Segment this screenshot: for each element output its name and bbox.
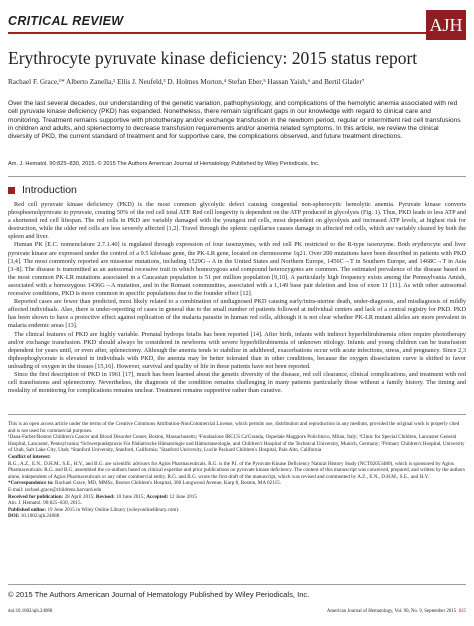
article-citation: Am. J. Hematol. 90:825–830, 2015. © 2015 The Authors American Journal of Hematology Published by Wiley Periodicals, Inc.: [8, 161, 320, 167]
correspondence-label: *Correspondence to:: [8, 480, 54, 487]
open-access-note: This is an open access article under the terms of the Creative Commons Attribution-NonCommercial License, which permits use, distribution and reproduction in any medium, provided the original work is properly cited and is not used for commercial purposes.: [8, 421, 460, 434]
journal-logo: AJH: [426, 10, 466, 40]
body-text: [8, 201, 466, 395]
published-label: Published online:: [8, 506, 47, 513]
section-label: CRITICAL REVIEW: [8, 14, 124, 28]
publication-dates: [8, 494, 466, 501]
footer-journal: [327, 609, 466, 614]
body-paragraph: The clinical features of PKD are highly variable. Prenatal hydrops fetalis has been reported [14]. After birth, infants with indirect hyperbilirubinemia often require phototherapy and/or exchange transfusion. PKD should always be considered in newborns with severe hyperbilirubinemia of unknown etiology. Infants and young children can be transfusion dependent for years until, or even after, splenectomy. Although the anemia tends to stabilize in adulthood, exacerbations occur with acute infections, stress, and pregnancy. Since 2,3 diphosphoglycerate is elevated in individuals with PKD, the anemia may be better tolerated than in other conditions, because the oxygen dissociation curve is shifted to favor unloading of oxygen in the tissues [15,16]. However, survival and quality of life in these patients have not been reported.: [8, 330, 466, 370]
copyright-notice: © 2015 The Authors American Journal of Hematology Published by Wiley Periodicals, Inc.: [8, 590, 310, 599]
article-title: Erythrocyte pyruvate kinase deficiency: 2015 status report: [8, 48, 418, 68]
footnotes: [8, 421, 466, 520]
conflict-text: R.G., A.Z., E.N., D.H.M., S.E., H.Y., and B.G. are scientific advisors for Agios Pharmaceuticals. R.G. is the P.I. of the Pyruvate Kinase Deficiency Natural History Study (NCT02053480), which is sponsored by Agios Pharmaceuticals. R.G. and B.G. assembled the co-authors based on clinical expertise and prior publications on pyruvate kinase deficiency. The content of this manuscript was conceived, prepared, and written by the authors alone, independent of Agios Pharmaceuticals or any other commercial entity. R.G. and B.G. wrote the first draft of the manuscript, which was revised and commented by A.Z., E.N., D.H.M., S.E., and H.Y.: [8, 460, 465, 480]
section-square-icon: [8, 187, 15, 194]
body-paragraph: Red cell pyruvate kinase deficiency (PKD) is the most common glycolytic defect causing congenital non-spherocytic hemolytic anemia. Pyruvate kinase converts phosphoenolpyruvate to pyruvate, creating 50% of the red cell total ATP. Red cell longevity is dependent on the ATP produced in glycolysis (Fig. 1). Thus, PKD leads to less ATP and a shortened red cell lifespan. The red cells in PKD are variably damaged with the youngest red cells, most dependent on glycolysis and increased ATP levels, at highest risk for destruction, while the older red cells are less severely affected [1,2]. Travel through the splenic capillaries causes damage to affected red cells, which are variably cleared by both the spleen and liver.: [8, 201, 466, 241]
footer-journal-issue: American Journal of Hematology, Vol. 90, No. 9, September 2015: [326, 609, 457, 614]
accepted-date: 12 June 2015: [169, 493, 197, 500]
correspondence-text: Rachael Grace, MD, MMSc, Boston Children's Hospital, 300 Longwood Avenue, Karp 8, Boston, MA 02115.: [55, 480, 281, 487]
footer-doi: doi:10.1002/ajh.24088: [8, 609, 53, 614]
received-label: Received for publication:: [8, 493, 64, 500]
body-paragraph: Human PK [E.C. nomenclature 2.7.1.40] is regulated through expression of four isoenzymes, with red cell PK restricted to the R-type isoenzyme. Both erythrocyte and liver pyruvate kinase are expressed under the control of a 9.5 kilobase gene, the PK-LR gene, located on chromosome 1q21. Over 200 mutations have been described in patients with PKD [3,4]. The most commonly reported are missense mutations, including 1529G→A in the United States and Northern Europe, 1456C→T in Southern Europe, and 1468C→T in Asia [3–8]. The disease is transmitted as an autosomal recessive trait in which homozygous and compound heterozygotes are common. The estimated prevalence of the disease based on the most common PK-LR mutations associated in a Caucasian population is 51 per million population [9,10]. A particularly high frequency exists among the Pennsylvania Amish, associated with a homozygous 1436G→A mutation, and in the Romani communities, associated with a 1,149 base pair deletion and loss of exon 11 [11]. As with other autosomal recessive conditions, PKD is more common in specific populations due to the founder effect [12].: [8, 241, 466, 298]
author-list: Rachael F. Grace,¹* Alberto Zanella,² Ellis J. Neufeld,³ D. Holmes Morton,⁴ Stefan Eber,⁵ Hassan Yaish,⁶ and Bertil Glader⁷: [8, 78, 365, 86]
doi-link[interactable]: 10.1002/ajh.24088: [20, 513, 60, 520]
page-number: 825: [458, 609, 466, 614]
published-text: 19 June 2015 in Wiley Online Library (wileyonlinelibrary.com).: [47, 506, 180, 513]
doi-label: DOI:: [8, 513, 20, 520]
revised-date: 10 June 2015;: [116, 493, 145, 500]
body-paragraph: Since the first description of PKD in 1961 [17], much has been learned about the genetic diversity of the disease, red cell clearance, clinical complications, and treatment with red cell transfusions and splenectomy. Nevertheless, the diagnosis of the condition remains challenging in many patients particularly those without a family history. The timing and modality of monitoring for complications remains unclear. Treatment remains supportive rather than curative.: [8, 370, 466, 395]
body-paragraph: Reported cases are fewer than predicted, most likely related to a combination of undiagnosed PKD causing early/intra-uterine death, under-diagnosis, and misdiagnosis of mildly affected individuals. Also, there is under-reporting of cases in general due to the small number of patients followed at individual centers and lack of a central registry for PKD. PKD has been shown to have a protective effect against replication of the malaria parasite in human red cells, although it is not clear whether PK-LR mutant alleles are more prevalent in malaria endemic areas [13].: [8, 298, 466, 330]
affiliations: ¹Dana-Farber/Boston Children's Cancer and Blood Disorder Center, Boston, Massachusetts; ²Fondazione IRCCS Ca'Granda, Ospedale Maggiore Policlinico, Milan, Italy; ³Clinic for Special Children, Lancaster General Hospital, Lancaster, Pennsylvania; ⁴Schwerpunktpraxis Für Pädiatrische Hämatologie und Hämostaseologie, and Children's Hospital of the Technical University, Munich, Germany; ⁵Primary Children's Hospital, University of Utah, Salt Lake City, Utah; ⁶Stanford University, Stanford, California; ⁷Stanford University, Lucile Packard Children's Hospital, Palo Alto, California: [8, 434, 465, 454]
published-online: [8, 507, 466, 514]
revised-label: Revised:: [95, 493, 115, 500]
journal-header: [8, 10, 466, 34]
page-footer: [8, 609, 466, 617]
journal-reference: Am. J. Hematol. 90:825–830, 2015.: [8, 500, 82, 507]
conflict-of-interest: [8, 454, 466, 480]
accepted-label: Accepted:: [146, 493, 169, 500]
footnote-divider: [8, 414, 466, 415]
abstract-divider: [8, 176, 466, 177]
correspondence: [8, 480, 466, 487]
section-title: Introduction: [22, 184, 77, 196]
email: E-mail: rachael.grace@childrens.harvard.edu: [8, 486, 102, 493]
conflict-label: Conflict of interest:: [8, 453, 51, 460]
received-date: 28 April 2015;: [64, 493, 95, 500]
abstract: Over the last several decades, our understanding of the genetic variation, pathophysiology, and complications of the hemolytic anemia associated with red cell pyruvate kinase deficiency (PKD) has expanded. Nonetheless, there remain significant gaps in our knowledge with regard to clinical care and monitoring. Treatment remains supportive with phototherapy and/or exchange transfusion in the newborn period, regular or intermittent red cell transfusions in children and adults, and splenectomy to decrease transfusion requirements and/or anemia related symptoms. In this article, we review the clinical diversity of PKD, the current standard of treatment and for supportive care, the complications observed, and future treatment directions.: [8, 100, 461, 141]
header-rule: [8, 32, 426, 34]
doi: [8, 513, 466, 520]
copyright-divider: [8, 584, 466, 585]
